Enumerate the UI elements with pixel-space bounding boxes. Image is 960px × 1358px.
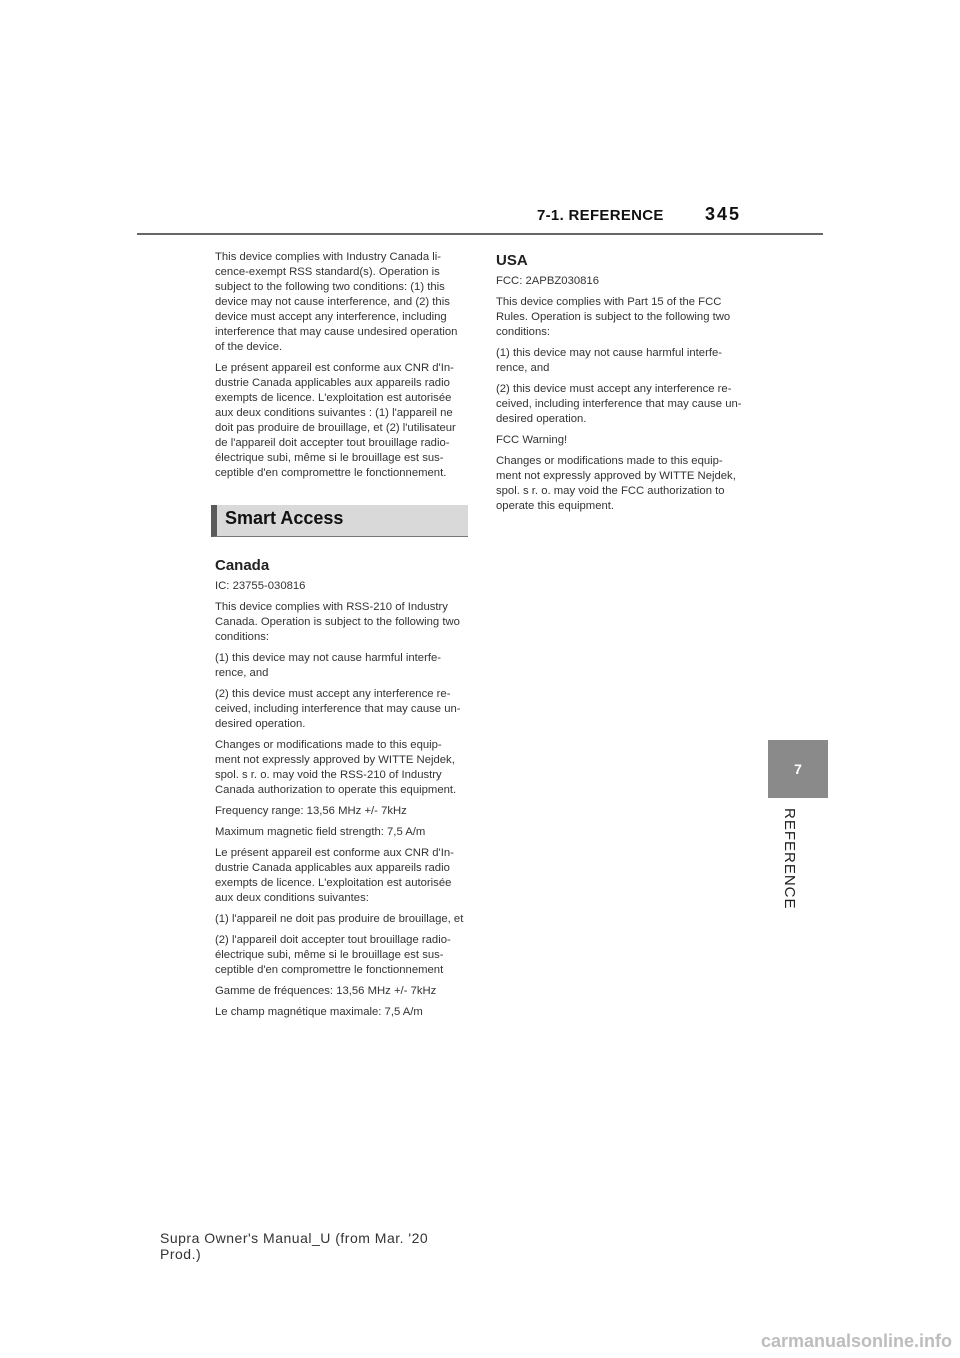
paragraph: (2) this device must accept any interference re- ceived, including interference that may cause un- desired operation. [215, 688, 461, 730]
paragraph: FCC: 2APBZ030816 [496, 275, 599, 287]
watermark: carmanualsonline.info [760, 1331, 952, 1351]
paragraph: Le champ magnétique maximale: 7,5 A/m [215, 1006, 423, 1018]
chapter-number: 7 [794, 761, 802, 777]
paragraph: Changes or modifications made to this equip- ment not expressly approved by WITTE Nejdek, spol. s r. o. may void the RSS-210 of Industry Canada authorization to operate this equipment. [215, 739, 457, 796]
section-title: Smart Access [225, 508, 344, 528]
paragraph: IC: 23755-030816 [215, 580, 306, 592]
paragraph: This device complies with RSS-210 of Industry Canada. Operation is subject to the following two conditions: [215, 601, 460, 643]
chapter-label: REFERENCE [781, 808, 798, 910]
subheading-canada: Canada [215, 557, 270, 574]
paragraph: FCC Warning! [496, 434, 568, 446]
paragraph: Le présent appareil est conforme aux CNR d'In- dustrie Canada applicables aux appareils radio exempts de licence. L'exploitation est autorisée aux deux conditions suivantes: [215, 847, 454, 904]
footer-text: Supra Owner's Manual_U (from Mar. '20 Prod.) [160, 1230, 429, 1262]
chapter-tab [768, 740, 828, 798]
paragraph: (2) l'appareil doit accepter tout brouillage radio- électrique subi, même si le brouillage est sus- ceptible d'en compromettre le fonctionnement [215, 934, 451, 976]
intro-paragraph: Le présent appareil est conforme aux CNR d'In- dustrie Canada applicables aux appareils radio exempts de licence. L'exploitation est autorisée aux deux conditions suivantes : (1) l'appareil ne doit pas produire de brouillage, et (2) l'utilisateur de l'appareil doit accepter tout brouillage radio- électrique subi, même si le brouillage est sus- ceptible d'en compromettre le fonctionnement. [215, 362, 456, 479]
paragraph: Changes or modifications made to this equip- ment not expressly approved by WITTE Nejdek, spol. s r. o. may void the FCC authorization to operate this equipment. [496, 455, 736, 512]
paragraph: (1) this device may not cause harmful interfe- rence, and [496, 347, 723, 374]
paragraph: Frequency range: 13,56 MHz +/- 7kHz [215, 805, 407, 817]
paragraph: (1) this device may not cause harmful interfe- rence, and [215, 652, 442, 679]
section-heading-box [211, 505, 468, 537]
header-rule [137, 233, 823, 235]
paragraph: Gamme de fréquences: 13,56 MHz +/- 7kHz [215, 985, 437, 997]
left-column [215, 250, 470, 1026]
intro-paragraph: This device complies with Industry Canada li- cence-exempt RSS standard(s). Operation is subject to the following two conditions: (1) this device may not cause interference, and (2) this device must accept any interference, including interference that may cause undesired operation of the device. [215, 251, 458, 353]
right-column [496, 250, 756, 520]
paragraph: This device complies with Part 15 of the FCC Rules. Operation is subject to the following two conditions: [496, 296, 731, 338]
paragraph: (2) this device must accept any interference re- ceived, including interference that may cause un- desired operation. [496, 383, 742, 425]
subheading-usa: USA [496, 252, 528, 269]
paragraph: Maximum magnetic field strength: 7,5 A/m [215, 826, 426, 838]
page-number: 345 [705, 204, 742, 224]
paragraph: (1) l'appareil ne doit pas produire de brouillage, et [215, 913, 464, 925]
header-title: 7-1. REFERENCE [537, 207, 664, 224]
